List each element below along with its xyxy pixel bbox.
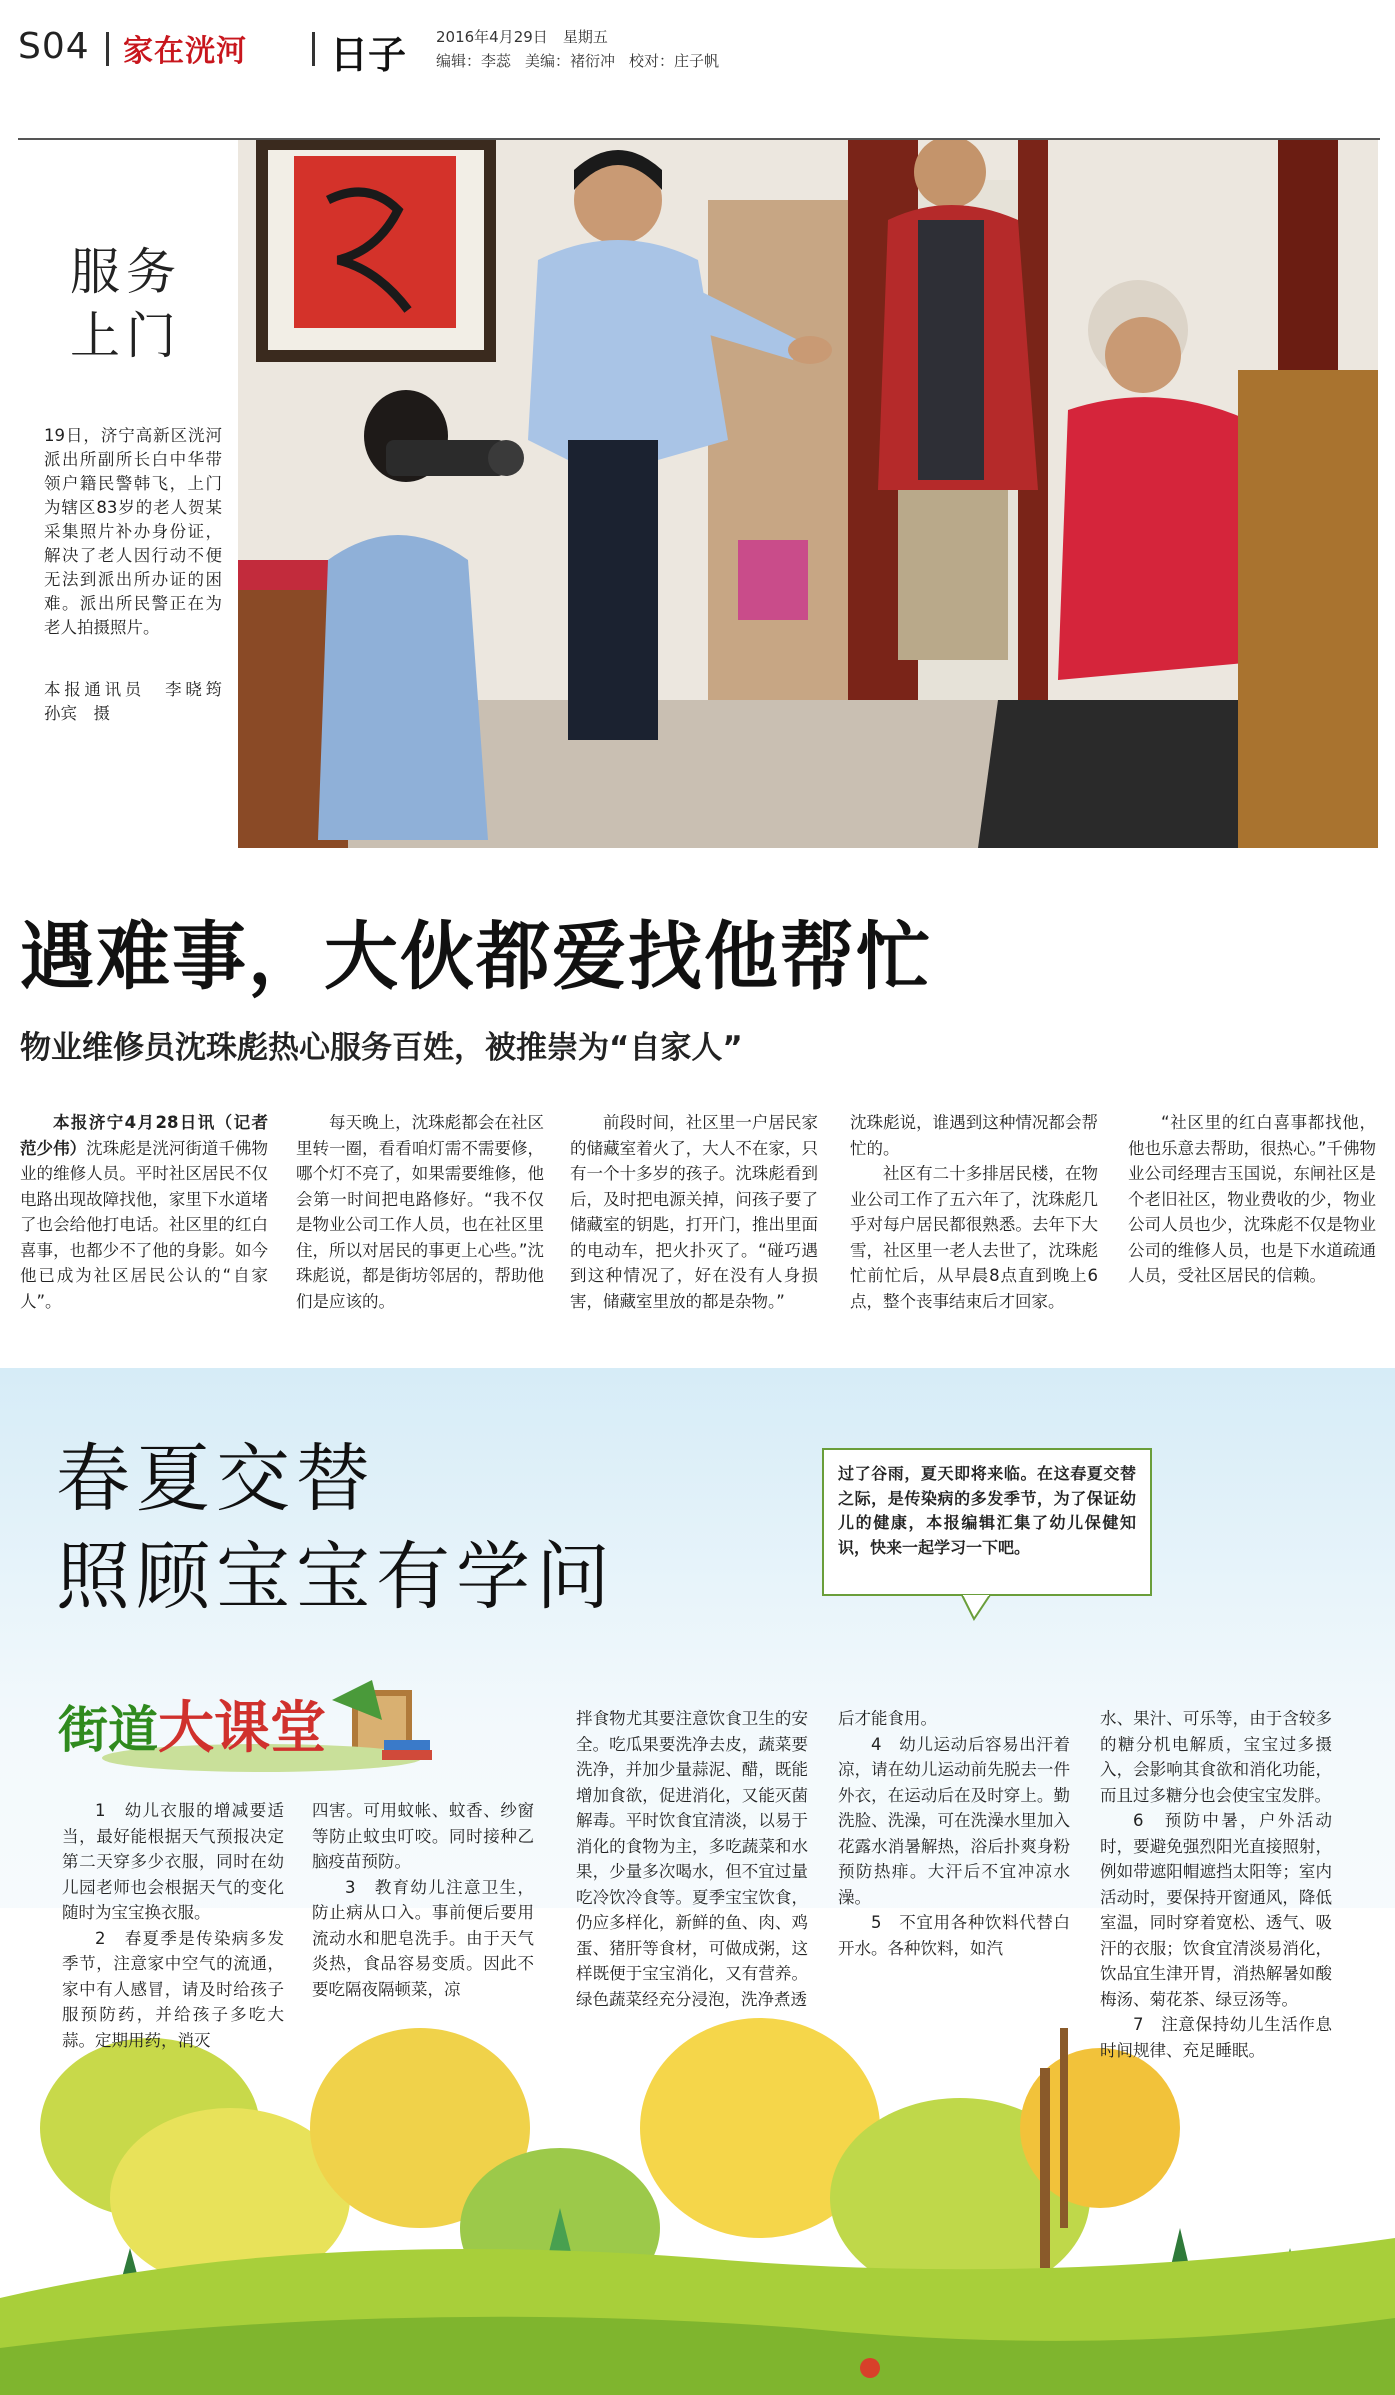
photo-title-line2: 上门 [70,307,182,365]
article1-column-3 [570,1110,818,1314]
designer: 美编：褚衍冲 [525,52,616,70]
header-divider [106,32,109,66]
article1-column-2 [296,1110,544,1314]
article1-col4-text-b: 社区有二十多排居民楼，在物业公司工作了五六年了，沈珠彪几乎对每户居民都很熟悉。去年下大雪，社区里一老人去世了，沈珠彪忙前忙后，从早晨8点直到晚上6点，整个丧事结束后才回家。 [850,1164,1098,1311]
article1-col4-text-a: 沈珠彪说，谁遇到这种情况都会帮忙的。 [850,1113,1098,1158]
article1-col2-text: 每天晚上，沈珠彪都会在社区里转一圈，看看咱灯需不需要修，哪个灯不亮了，如果需要维修，他会第一时间把电路修好。“我不仅是物业公司工作人员，也在社区里住，所以对居民的事更上心些。”沈珠彪说，都是街坊邻居的，帮助他们是应该的。 [296,1113,544,1311]
callout-tail [960,1595,1000,1621]
photo-illustration [238,140,1378,848]
staff-line [436,50,733,71]
article2-col1-text-b: 2 春夏季是传染病多发季节，注意家中空气的流通，家中有人感冒，请及时给孩子服预防药，并给孩子多吃大蒜。定期用药，消灭 [62,1928,284,2050]
article2-col4-text-c: 5 不宜用各种饮料代替白开水。各种饮料，如汽 [838,1913,1070,1958]
proofreader: 校对：庄子帆 [629,52,720,70]
article2-headline-line2: 照顾宝宝有学问 [56,1534,616,1620]
page-number: S04 [18,26,90,67]
editor: 编辑：李蕊 [436,52,512,70]
article1-column-1 [20,1110,285,1314]
article2-col1-text: 1 幼儿衣服的增减要适当，最好能根据天气预报决定第二天穿多少衣服，同时在幼儿园老师也会根据天气的变化随时为宝宝换衣服。 [62,1801,284,1922]
article2-column-2 [312,1798,534,2002]
article1-lead: 本报济宁4月28日讯（记者 范少伟） [20,1113,285,1158]
article2-column-3 [576,1706,808,2012]
article2-col3-text: 拌食物尤其要注意饮食卫生的安全。吃瓜果要洗净去皮，蔬菜要洗净，并加少量蒜泥、醋，既能增加食欲，促进消化，又能灭菌解毒。平时饮食宜清淡，以易于消化的食物为主，多吃蔬菜和水果，少量多次喝水，但不宜过量吃冷饮冷食等。夏季宝宝饮食，仍应多样化，新鲜的鱼、肉、鸡蛋、猪肝等食材，可做成粥，这样既便于宝宝消化，又有营养。绿色蔬菜经充分浸泡，洗净煮透 [576,1709,808,2009]
article2-headline [56,1430,616,1626]
issue-date: 2016年4月29日 [436,28,548,46]
article2-column-5 [1100,1706,1332,2063]
header-divider [312,32,315,66]
article1-col3-text: 前段时间，社区里一户居民家的储藏室着火了，大人不在家，只有一个十多岁的孩子。沈珠彪看到后，及时把电源关掉，问孩子要了储藏室的钥匙，打开门，推出里面的电动车，把火扑灭了。“碰巧遇到这种情况了，好在没有人身损害，储藏室里放的都是杂物。” [570,1113,818,1311]
photo-title [70,240,182,368]
classroom-logo-part2: 大课堂 [158,1695,326,1761]
page-header [18,22,1378,77]
street-classroom-logo [52,1680,442,1780]
intro-callout: 过了谷雨，夏天即将来临。在这春夏交替之际，是传染病的多发季节，为了保证幼儿的健康，本报编辑汇集了幼儿保健知识，快来一起学习一下吧。 [822,1448,1152,1596]
article2-col2-text: 四害。可用蚊帐、蚊香、纱窗等防止蚊虫叮咬。同时接种乙脑疫苗预防。 [312,1801,534,1871]
article1-col1-text: 沈珠彪是洸河街道千佛物业的维修人员。平时社区居民不仅电路出现故障找他，家里下水道堵了也会给他打电话。社区里的红白喜事，也都少不了他的身影。如今他已成为社区居民公认的“自家人”。 [20,1138,269,1311]
issue-weekday: 星期五 [562,28,608,46]
issue-date-line [436,26,608,47]
photo-caption: 19日，济宁高新区洸河派出所副所长白中华带领户籍民警韩飞，上门为辖区83岁的老人贺某采集照片补办身份证，解决了老人因行动不便无法到派出所办证的困难。派出所民警正在为老人拍摄照片。 [44,426,222,637]
classroom-logo-text [58,1684,326,1764]
classroom-logo-part1: 街道 [58,1700,158,1759]
photo-title-line1: 服务 [70,243,182,301]
article2-col5-text: 水、果汁、可乐等，由于含较多的糖分机电解质，宝宝过多摄入，会影响其食欲和消化功能，而且过多糖分也会使宝宝发胖。 [1100,1709,1332,1805]
newspaper-logo: 家在洸河 [123,34,247,69]
article1-col5-text: “社区里的红白喜事都找他，他也乐意去帮助，很热心。”千佛物业公司经理吉玉国说，东闸社区是个老旧社区，物业费收的少，物业公司人员也少，沈珠彪不仅是物业公司的维修人员，也是下水道疏通人员，受社区居民的信赖。 [1128,1113,1376,1285]
article2-col5-text-c: 7 注意保持幼儿生活作息时间规律、充足睡眠。 [1100,2015,1332,2060]
article2-col4-text: 后才能食用。 [838,1709,937,1728]
news-photo [238,140,1378,848]
article1-subhead: 物业维修员沈珠彪热心服务百姓，被推崇为“自家人” [20,1030,743,1066]
article2-col2-text-b: 3 教育幼儿注意卫生，防止病从口入。事前便后要用流动水和肥皂洗手。由于天气炎热，食品容易变质。因此不要吃隔夜隔顿菜，凉 [312,1877,534,1999]
article2-column-4 [838,1706,1070,1961]
article2-headline-line1: 春夏交替 [56,1436,376,1522]
article2-col5-text-b: 6 预防中暑，户外活动时，要避免强烈阳光直接照射，例如带遮阳帽遮挡太阳等；室内活动时，要保持开窗通风，降低室温，同时穿着宽松、透气、吸汗的衣服；饮食宜清淡易消化，饮品宜生津开胃，消热解暑如酸梅汤、菊花茶、绿豆汤等。 [1100,1811,1332,2009]
article2-col4-text-b: 4 幼儿运动后容易出汗着凉，请在幼儿运动前先脱去一件外衣，在运动后在及时穿上。勤洗脸、洗澡，可在洗澡水里加入花露水消暑解热，浴后扑爽身粉预防热痱。大汗后不宜冲凉水澡。 [838,1734,1070,1907]
photo-credit: 本报通讯员 李晓筠 孙宾 摄 [44,680,239,723]
article2-column-1 [62,1798,284,2053]
article1-column-5 [1128,1110,1376,1289]
section-name: 日子 [330,33,407,77]
article1-headline: 遇难事，大伙都爱找他帮忙 [20,914,932,1000]
article1-column-4 [850,1110,1098,1314]
